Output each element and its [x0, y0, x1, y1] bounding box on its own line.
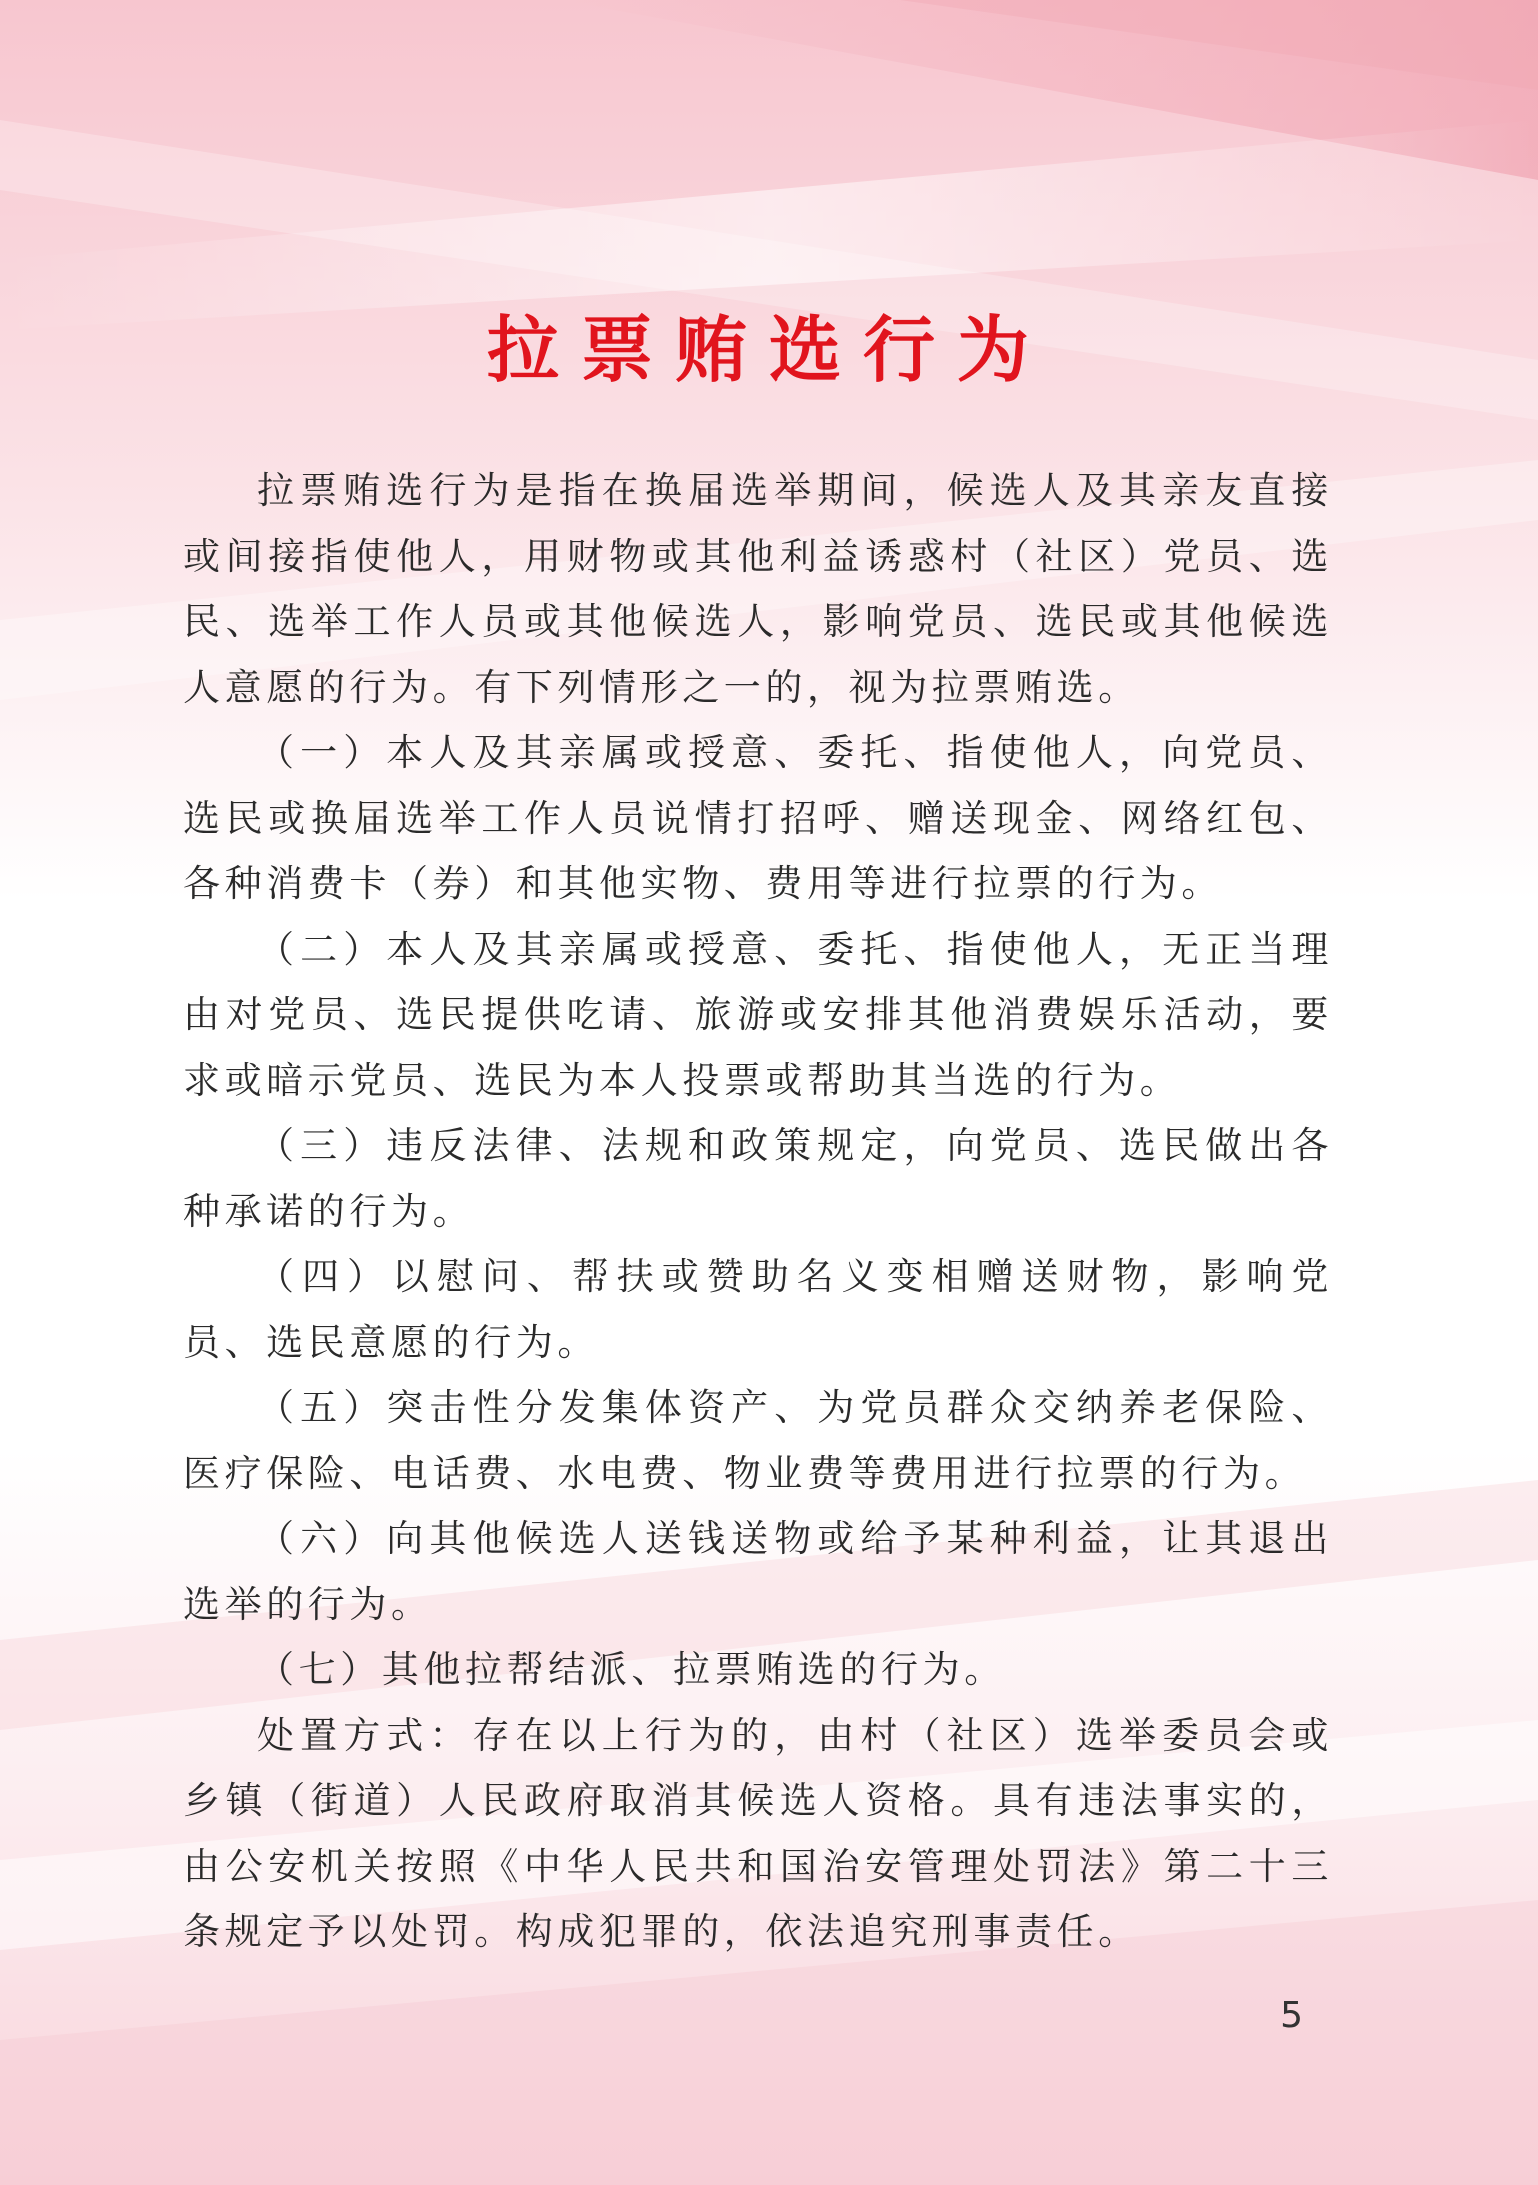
intro-paragraph: 拉票贿选行为是指在换届选举期间，候选人及其亲友直接或间接指使他人，用财物或其他利益诱惑村（社区）党员、选民、选举工作人员或其他候选人，影响党员、选民或其他候选人意愿的行为。有下列情形之一的，视为拉票贿选。 — [183, 469, 1333, 709]
disposal-paragraph: 处置方式：存在以上行为的，由村（社区）选举委员会或乡镇（街道）人民政府取消其候选人资格。具有违法事实的，由公安机关按照《中华人民共和国治安管理处罚法》第二十三条规定予以处罚。构成犯罪的，依法追究刑事责任。 — [183, 1713, 1333, 1953]
item-6-paragraph: （六）向其他候选人送钱送物或给予某种利益，让其退出选举的行为。 — [183, 1517, 1333, 1626]
page-number: 5 — [1280, 1995, 1303, 2036]
item-5-paragraph: （五）突击性分发集体资产、为党员群众交纳养老保险、医疗保险、电话费、水电费、物业费等费用进行拉票的行为。 — [183, 1386, 1333, 1495]
item-4-paragraph: （四）以慰问、帮扶或赞助名义变相赠送财物，影响党员、选民意愿的行为。 — [183, 1255, 1333, 1364]
item-7-paragraph: （七）其他拉帮结派、拉票贿选的行为。 — [257, 1648, 1006, 1691]
item-1-paragraph: （一）本人及其亲属或授意、委托、指使他人，向党员、选民或换届选举工作人员说情打招呼、赠送现金、网络红包、各种消费卡（券）和其他实物、费用等进行拉票的行为。 — [183, 731, 1333, 905]
document-body — [183, 458, 1333, 1965]
item-3-paragraph: （三）违反法律、法规和政策规定，向党员、选民做出各种承诺的行为。 — [183, 1124, 1333, 1233]
document-title: 拉票贿选行为 — [486, 308, 1051, 392]
item-2-paragraph: （二）本人及其亲属或授意、委托、指使他人，无正当理由对党员、选民提供吃请、旅游或安排其他消费娱乐活动，要求或暗示党员、选民为本人投票或帮助其当选的行为。 — [183, 927, 1333, 1102]
